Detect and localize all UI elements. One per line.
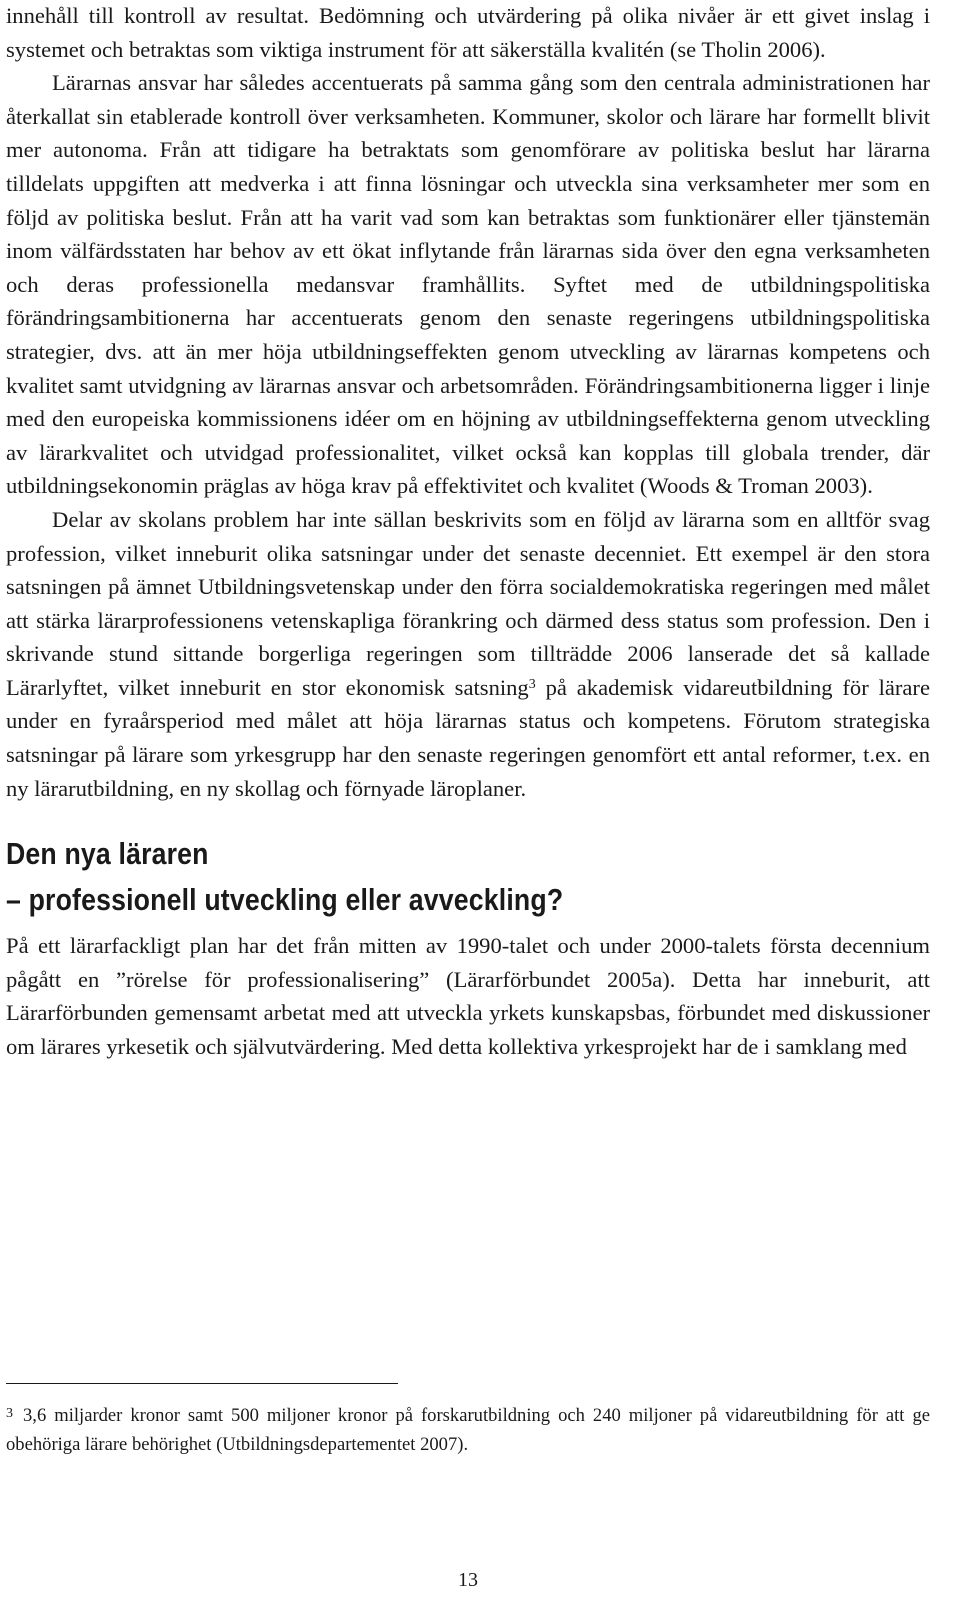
paragraph-continuation: innehåll till kontroll av resultat. Bedömning och utvärdering på olika nivåer är ett givet inslag i systemet och betraktas som viktiga instrument för att säkerställa kvalitén (se Tholin 2006). (6, 3, 930, 62)
footnote-reference[interactable]: 3 (528, 676, 536, 692)
paragraph-teacher-responsibility: Lärarnas ansvar har således accentuerats på samma gång som den centrala administrationen har återkallat sin etablerade kontroll över verksamheten. Kommuner, skolor och lärare har formellt blivit mer autonoma. Från att tidigare ha betraktats som genomförare av politiska beslut har lärarna tilldelats uppgiften att medverka i att finna lösningar och utveckla sina verksamheter mer som en följd av politiska beslut. Från att ha varit vad som kan betraktas som funktionärer eller tjänstemän inom välfärdsstaten har behov av ett ökat inflytande från lärarnas sida över den egna verksamheten och deras professionella medansvar framhållits. Syftet med de utbildningspolitiska förändringsambitionerna har accentuerats genom den senaste regeringens utbildningspolitiska strategier, dvs. att än mer höja utbildningseffekten genom utveckling av lärarnas kompetens och kvalitet samt utvidgning av lärarnas ansvar och arbetsområden. Förändringsambitionerna ligger i linje med den europeiska kommissionens idéer om en höjning av utbildningseffekterna genom utveckling av lärarkvalitet och utvidgad professionalitet, vilket också kan kopplas till globala trender, där utbildningsekonomin präglas av höga krav på effektivitet och kvalitet (Woods & Troman 2003). (6, 70, 930, 499)
paragraph-school-problems (6, 503, 930, 805)
paragraph-school-problems-text-a: Delar av skolans problem har inte sällan beskrivits som en följd av lärarna som en alltför svag profession, vilket inneburit olika satsningar under det senaste decenniet. Ett exempel är den stora satsningen på ämnet Utbildningsvetenskap under den förra socialdemokratiska regeringen med målet att stärka lärarprofessionens vetenskapliga förankring och därmed dess status som profession. Den i skrivande stund sittande borgerliga regeringen som tillträdde 2006 lanserade det så kallade Lärarlyftet, vilket inneburit en stor ekonomisk satsning (6, 506, 930, 700)
section-heading (6, 831, 801, 923)
section-heading-line-1: Den nya läraren (6, 836, 209, 872)
paragraph-professionalisation: På ett lärarfackligt plan har det från mitten av 1990-talet och under 2000-talets första decennium pågått en ”rörelse för professionalisering” (Lärarförbundet 2005a). Detta har inneburit, att Lärarförbunden gemensamt arbetat med att utveckla yrkets kunskapsbas, förbundet med diskussioner om lärares yrkesetik och självutvärdering. Med detta kollektiva yrkesprojekt har de i samklang med (6, 933, 930, 1060)
footnote-mark: 3 (6, 1406, 13, 1421)
footnote (6, 1400, 930, 1459)
page-body (6, 0, 930, 1064)
footnote-text: 3,6 miljarder kronor samt 500 miljoner kronor på forskarutbildning och 240 miljoner på vidareutbildning för att ge obehöriga lärare behörighet (Utbildningsdepartementet 2007). (6, 1405, 930, 1455)
footnote-divider (6, 1383, 398, 1384)
paragraph-school-problems-text-b: på akademisk vidareutbildning för lärare under en fyraårsperiod med målet att höja lärarnas status och kompetens. Förutom strategiska satsningar på lärare som yrkesgrupp har den senaste regeringen genomfört ett antal reformer, t.ex. en ny lärarutbildning, en ny skollag och förnyade läroplaner. (6, 674, 930, 801)
section-heading-line-2: – professionell utveckling eller avveckling? (6, 882, 564, 918)
page-number: 13 (458, 1569, 478, 1591)
